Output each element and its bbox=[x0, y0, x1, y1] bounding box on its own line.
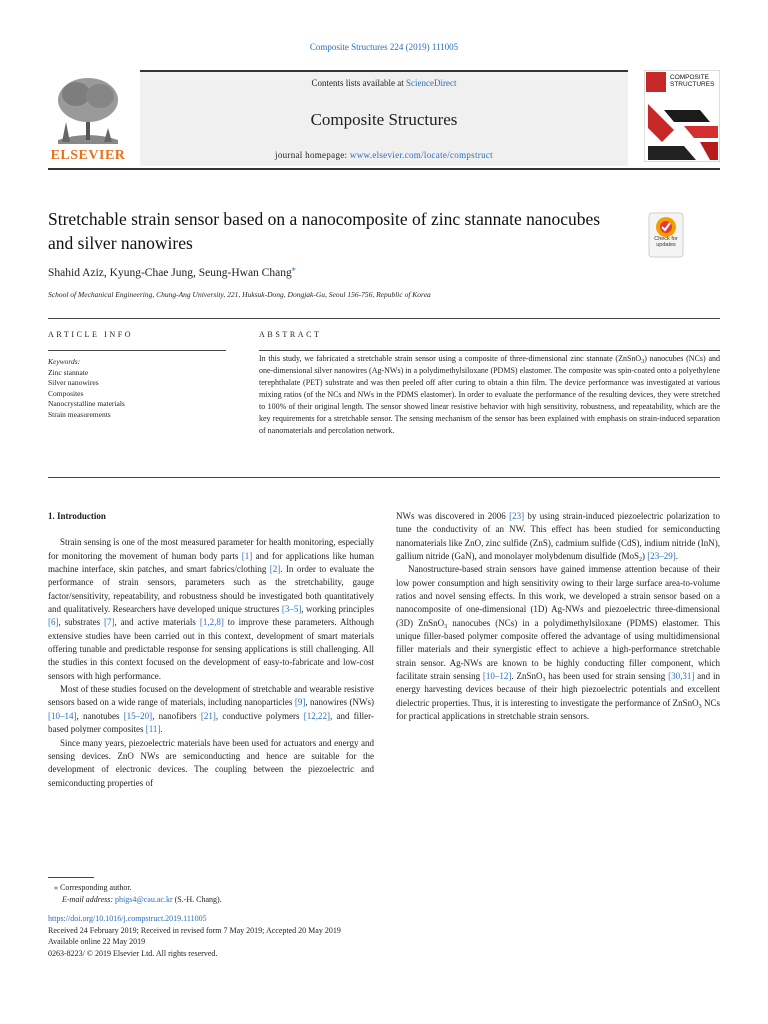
check-for-updates-icon[interactable] bbox=[648, 212, 684, 258]
intro-paragraph-4: NWs was discovered in 2006 [23] by using strain-induced piezoelectric polarization to tune the conductivity of an NW. This effect has been studied for semiconducting nanomaterials like ZnO, zinc sulfide (ZnS), cadmium sulfide (CdS), indium nitride (InN), gallium nitride (GaN), and monolayer molybdenum disulfide (MoS$_2$) [23–29]. bbox=[396, 511, 720, 564]
citation-link[interactable]: [10–12] bbox=[482, 671, 512, 682]
footnote-divider bbox=[48, 877, 94, 878]
article-info-heading: ARTICLE INFO bbox=[48, 330, 134, 339]
body-column-left bbox=[48, 510, 374, 790]
cover-title-line1: COMPOSITE bbox=[670, 74, 710, 81]
citation-link[interactable]: [11] bbox=[145, 724, 161, 735]
citation-link[interactable]: [1,2,8] bbox=[199, 617, 224, 628]
copyright-line: 0263-8223/ © 2019 Elsevier Ltd. All rights reserved. bbox=[48, 948, 218, 958]
contents-line bbox=[140, 78, 628, 88]
abstract-heading: ABSTRACT bbox=[259, 330, 322, 339]
cover-title-line2: STRUCTURES bbox=[670, 81, 715, 88]
citation-link[interactable]: [2] bbox=[269, 564, 281, 575]
header-divider bbox=[48, 168, 720, 170]
article-info-divider bbox=[48, 350, 226, 351]
journal-homepage bbox=[140, 150, 628, 160]
check-for-updates-label[interactable] bbox=[646, 236, 686, 248]
journal-name: Composite Structures bbox=[310, 110, 458, 129]
email-link[interactable]: phigs4@cau.ac.kr bbox=[115, 894, 173, 904]
intro-paragraph-2: Most of these studies focused on the development of stretchable and wearable resistive sensors based on a wide range of materials, including nanoparticles [9], nanowires (NWs) [10–14], nanotubes [15–20], nanofibers [21], conductive polymers [12,22], and filler-based polymer composites [11]. bbox=[48, 684, 374, 735]
citation-link[interactable]: [21] bbox=[200, 710, 216, 721]
citation-link[interactable]: [12,22] bbox=[303, 710, 330, 721]
keyword-item: Nanocrystalline materials bbox=[48, 399, 125, 408]
author-list bbox=[48, 264, 296, 279]
affiliation-divider bbox=[48, 318, 720, 319]
cover-title bbox=[670, 74, 720, 88]
section-heading-introduction: 1. Introduction bbox=[48, 511, 106, 521]
keywords-block bbox=[48, 357, 226, 420]
homepage-link[interactable]: www.elsevier.com/locate/compstruct bbox=[349, 150, 493, 160]
citation-link[interactable]: [10–14] bbox=[48, 710, 77, 721]
contents-prefix: Contents lists available at bbox=[311, 78, 406, 88]
sciencedirect-link[interactable]: ScienceDirect bbox=[406, 78, 457, 88]
keywords-label: Keywords: bbox=[48, 357, 81, 366]
citation-link[interactable]: [15–20] bbox=[123, 710, 153, 721]
citation-link[interactable]: [7] bbox=[104, 617, 115, 628]
received-dates: Received 24 February 2019; Received in revised form 7 May 2019; Accepted 20 May 2019 bbox=[48, 925, 341, 935]
keyword-item: Composites bbox=[48, 388, 84, 398]
citation-link[interactable]: [1] bbox=[241, 550, 253, 561]
article-title: Stretchable strain sensor based on a nanocomposite of zinc stannate nanocubes and silver nanowires bbox=[48, 209, 601, 253]
citation-link[interactable]: [9] bbox=[294, 697, 306, 708]
doi-link[interactable]: https://doi.org/10.1016/j.compstruct.2019.111005 bbox=[48, 914, 207, 923]
keyword-item: Silver nanowires bbox=[48, 378, 99, 387]
keyword-item: Strain measurements bbox=[48, 409, 111, 419]
affiliation: School of Mechanical Engineering, Chung-Ang University, 221, Huksuk-Dong, Dongjak-Gu, Seoul 156-756, Republic of Korea bbox=[48, 290, 431, 299]
author-names: Shahid Aziz, Kyung-Chae Jung, Seung-Hwan Chang bbox=[48, 266, 292, 279]
citation-link[interactable]: [3–5] bbox=[281, 604, 302, 615]
footnotes-block bbox=[48, 882, 720, 905]
abstract-divider bbox=[259, 350, 720, 351]
citation-link[interactable]: [23] bbox=[509, 511, 525, 521]
corresponding-author-mark[interactable]: ⁎ bbox=[291, 264, 296, 273]
elsevier-wordmark: ELSEVIER bbox=[50, 148, 126, 163]
publication-info bbox=[48, 913, 720, 959]
available-online: Available online 22 May 2019 bbox=[48, 937, 146, 946]
journal-reference[interactable]: Composite Structures 224 (2019) 111005 bbox=[309, 42, 459, 52]
abstract-bottom-divider bbox=[48, 477, 720, 478]
intro-paragraph-5: Nanostructure-based strain sensors have gained immense attention because of their low power consumption and high sensitivity owing to their large surface area-to-volume ratios and novel sensing effects. In this work, we developed a strain sensor based on a nanocomposite of one-dimensional (1D) Ag-NWs and piezoelectric three-dimensional (3D) ZnSnO$_3$ nanocubes (NCs) in a polydimethylsiloxane (PDMS) elastomer. This unique filler-based polymer composite offered the advantage of using multidimensional filler materials and their synergistic effect to achieve a high-performance stretchable strain sensor. Ag-NWs are known to be highly conducting filler component, which facilitate strain sensing [10–12]. ZnSnO$_3$ has been used for strain sensing [30,31] and in energy harvesting devices because of their high piezoelectric potentials and excellent dielectric properties. Thus, it is interesting to investigate the performance of ZnSnO$_3$ NCs for practical applications in stretchable strain sensors. bbox=[396, 564, 720, 722]
keyword-item: Zinc stannate bbox=[48, 367, 89, 377]
check-for-updates-line2: updates bbox=[656, 242, 676, 248]
body-column-right bbox=[396, 510, 720, 724]
email-line: E-mail address: phigs4@cau.ac.kr (S.-H. Chang). bbox=[62, 894, 222, 904]
citation-link[interactable]: [23–29] bbox=[647, 551, 676, 562]
intro-paragraph-1: Strain sensing is one of the most measured parameter for health monitoring, especially for monitoring the movement of human body parts [1] and for applications like human machine interface, skin patches, and smart fabrics/clothing [2]. In order to evaluate the performance of strain sensors, parameters such as the stretchability, gauge factor/sensitivity, repeatability, and robustness should be investigated both quantitatively and qualitatively. Researchers have developed unique structures [3–5], working principles [6], substrates [7], and active materials [1,2,8] to improve these parameters. Although extensive studies have been carried out in this context, development of smart materials offering tunable and predictable response for sensing applications is still challenging. All the studies in this context focused on the development of easy-to-fabricate and low-cost sensors with high performance. bbox=[48, 537, 375, 681]
check-for-updates-line1: Check for bbox=[654, 236, 678, 242]
citation-link[interactable]: [6] bbox=[48, 617, 59, 628]
abstract-text: In this study, we fabricated a stretchable strain sensor using a composite of three-dimensional zinc stannate (ZnSnO$_3$) nanocubes (NCs) and one-dimensional silver nanowires (Ag-NWs) in a polydimethylsiloxane (PDMS) elastomer. The composite was spin-coated onto a polyethylene terephthalate (PET) substrate and was then peeled off after curing to obtain a thin film. The device performance was investigated at various mixing ratios (of the NCs and NWs in the PDMS elastomer). In order to evaluate the performance of the resulting devices, they were stretched to 100% of their original length. The sensor showed linear resistive behavior with high sensitivity, robustness, and repeatability, which are the key requirements for a stretchable sensor. The sensing mechanism of the sensor has been explained with emphasis on strain-induced separation of nanomaterials and percolation network. bbox=[259, 354, 720, 435]
homepage-prefix: journal homepage: bbox=[275, 150, 350, 160]
intro-paragraph-3: Since many years, piezoelectric materials have been used for actuators and energy and sensing devices. ZnO NWs are semiconducting and hence are suitable for the development of electronic devices. The coupling between the piezoelectric and semiconducting properties of bbox=[48, 737, 374, 788]
corresponding-author-note: ⁎ Corresponding author. bbox=[54, 883, 132, 892]
citation-link[interactable]: [30,31] bbox=[668, 671, 695, 682]
